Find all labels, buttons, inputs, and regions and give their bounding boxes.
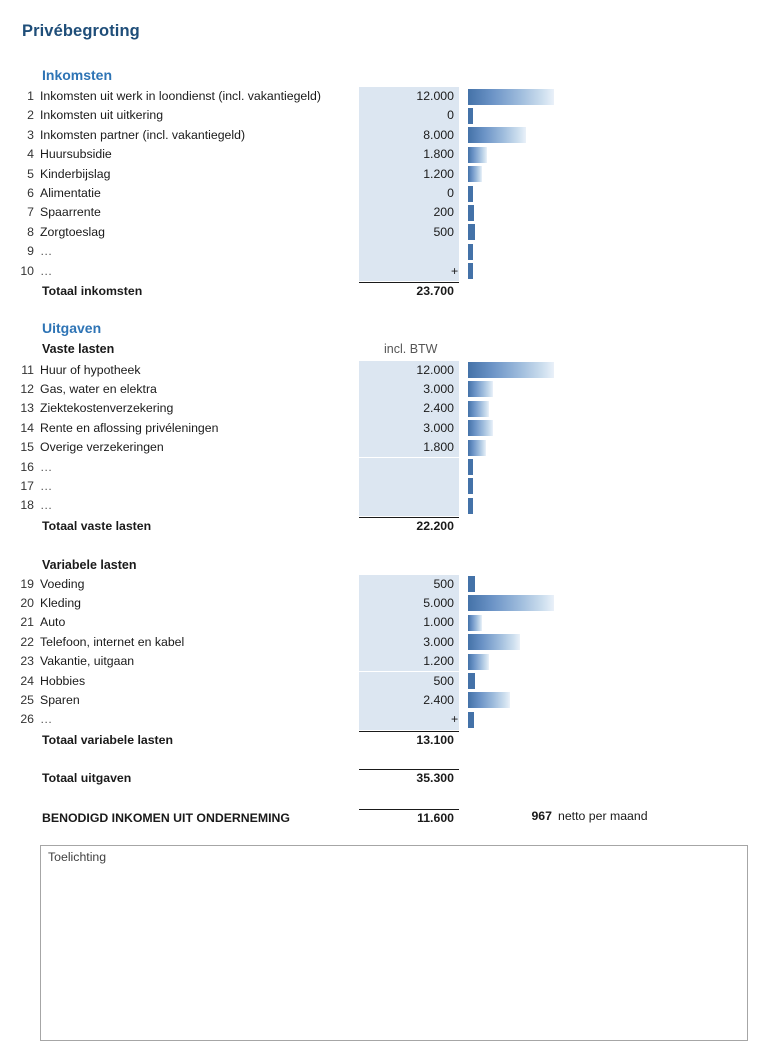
row-number: 9 [27, 244, 34, 259]
row-label: Spaarrente [40, 205, 101, 220]
row-number: 8 [27, 224, 34, 239]
row-number: 16 [20, 459, 34, 474]
amount-cell[interactable] [359, 145, 459, 164]
row-label: Huursubsidie [40, 147, 112, 162]
row-label: Voeding [40, 576, 85, 591]
amount-value: 5.000 [423, 595, 454, 610]
row-label: Gas, water en elektra [40, 381, 157, 396]
data-bar [468, 147, 487, 163]
row-number: 12 [20, 381, 34, 396]
amount-value: 1.200 [423, 166, 454, 181]
total-value: 23.700 [416, 283, 454, 298]
total-label: Totaal inkomsten [42, 283, 143, 298]
notes-box[interactable] [40, 845, 748, 1041]
amount-cell[interactable] [359, 184, 459, 203]
amount-cell[interactable] [359, 223, 459, 242]
row-label: … [40, 459, 53, 474]
row-label: Kleding [40, 595, 82, 610]
section-heading-expenses: Uitgaven [42, 320, 102, 336]
data-bar [468, 634, 520, 650]
row-number: 5 [27, 166, 34, 181]
data-bar [468, 595, 554, 611]
table-row [0, 575, 768, 594]
amount-cell[interactable] [359, 613, 459, 632]
total-row-fixed-costs [0, 517, 768, 536]
table-row [0, 613, 768, 632]
total-row-expenses [0, 769, 768, 788]
amount-value: 1.800 [423, 440, 454, 455]
row-number: 19 [20, 576, 34, 591]
total-label: Totaal variabele lasten [42, 732, 173, 747]
amount-value: 12.000 [416, 89, 454, 103]
table-row [0, 594, 768, 613]
data-bar [468, 186, 473, 202]
amount-cell[interactable] [359, 399, 459, 418]
row-number: 21 [20, 615, 34, 630]
row-label: Inkomsten uit uitkering [40, 108, 164, 123]
table-row [0, 477, 768, 496]
table-row [0, 496, 768, 515]
amount-value: 3.000 [423, 420, 454, 435]
data-bar [468, 712, 474, 728]
row-label: Sparen [40, 692, 80, 707]
data-bar [468, 654, 489, 670]
result-label: BENODIGD INKOMEN UIT ONDERNEMING [42, 811, 290, 825]
data-bar [468, 362, 554, 378]
row-label: Huur of hypotheek [40, 362, 141, 377]
table-row [0, 242, 768, 261]
amount-value: 500 [433, 576, 454, 591]
table-row [0, 672, 768, 691]
data-bar [468, 615, 482, 631]
total-value: 13.100 [416, 732, 454, 747]
table-row [0, 710, 768, 729]
data-bar [468, 205, 474, 221]
table-row [0, 106, 768, 125]
data-bar [468, 244, 473, 260]
amount-value: 1.000 [423, 615, 454, 630]
amount-cell[interactable] [359, 419, 459, 438]
amount-cell[interactable] [359, 126, 459, 145]
row-label: … [40, 498, 53, 513]
row-number: 17 [20, 478, 34, 493]
plus-sign: + [451, 263, 459, 278]
data-bar [468, 89, 554, 105]
data-bar [468, 224, 475, 240]
row-number: 10 [20, 263, 34, 278]
amount-value: 3.000 [423, 634, 454, 649]
data-bar [468, 478, 473, 494]
data-bar [468, 576, 475, 592]
table-row [0, 652, 768, 671]
monthly-value: 967 [531, 809, 552, 823]
amount-cell[interactable] [359, 496, 459, 515]
amount-value: 500 [433, 224, 454, 239]
table-row [0, 419, 768, 438]
amount-value: 1.200 [423, 654, 454, 669]
row-label: … [40, 712, 53, 727]
table-row [0, 262, 768, 281]
row-number: 25 [20, 692, 34, 707]
total-label: Totaal vaste lasten [42, 518, 152, 533]
data-bar [468, 420, 493, 436]
amount-value: 200 [433, 205, 454, 220]
row-number: 13 [20, 401, 34, 416]
row-label: … [40, 263, 53, 278]
amount-cell[interactable] [359, 87, 459, 106]
amount-cell[interactable] [359, 242, 459, 261]
row-number: 14 [20, 420, 34, 435]
data-bar [468, 459, 473, 475]
table-row [0, 126, 768, 145]
result-value: 11.600 [417, 811, 454, 825]
table-row [0, 203, 768, 222]
column-note-incl-btw: incl. BTW [384, 342, 438, 356]
row-label: Telefoon, internet en kabel [40, 634, 185, 649]
amount-value: 3.000 [423, 381, 454, 396]
row-number: 2 [27, 108, 34, 123]
amount-cell[interactable] [359, 575, 459, 594]
row-number: 23 [20, 654, 34, 669]
amount-cell[interactable] [359, 652, 459, 671]
row-number: 22 [20, 634, 34, 649]
row-number: 1 [27, 89, 34, 103]
data-bar [468, 440, 486, 456]
row-number: 11 [21, 362, 34, 377]
table-row [0, 399, 768, 418]
monthly-label: netto per maand [558, 809, 648, 823]
table-row [0, 633, 768, 652]
table-row [0, 691, 768, 710]
data-bar [468, 108, 473, 124]
section-heading-income: Inkomsten [42, 67, 113, 83]
table-row [0, 165, 768, 184]
amount-cell[interactable] [359, 165, 459, 184]
amount-cell[interactable] [359, 203, 459, 222]
data-bar [468, 673, 475, 689]
amount-cell[interactable] [359, 106, 459, 125]
data-bar [468, 692, 510, 708]
data-bar [468, 127, 526, 143]
row-number: 15 [20, 440, 34, 455]
row-label: Rente en aflossing privéleningen [40, 420, 219, 435]
table-row [0, 458, 768, 477]
row-label: Zorgtoeslag [40, 224, 105, 239]
row-number: 24 [20, 673, 34, 688]
amount-cell[interactable] [359, 672, 459, 691]
row-number: 3 [27, 127, 34, 142]
row-number: 26 [20, 712, 34, 727]
row-label: Overige verzekeringen [40, 440, 164, 455]
data-bar [468, 263, 473, 279]
row-label: Auto [40, 615, 66, 630]
amount-cell[interactable] [359, 438, 459, 457]
row-label: Ziektekostenverzekering [40, 401, 174, 416]
amount-cell[interactable] [359, 361, 459, 380]
total-value: 35.300 [416, 771, 454, 785]
row-label: Inkomsten partner (incl. vakantiegeld) [40, 127, 246, 142]
amount-value: 2.400 [423, 401, 454, 416]
table-row [0, 145, 768, 164]
amount-value: 0 [447, 108, 454, 123]
total-row-income [0, 282, 768, 301]
amount-value: 2.400 [423, 692, 454, 707]
row-number: 18 [20, 498, 34, 513]
amount-cell[interactable] [359, 710, 459, 729]
amount-cell[interactable] [359, 380, 459, 399]
table-row [0, 438, 768, 457]
table-row [0, 361, 768, 380]
row-label: Hobbies [40, 673, 86, 688]
total-row-variable-costs [0, 731, 768, 750]
result-row [0, 809, 768, 828]
amount-cell[interactable] [359, 262, 459, 281]
table-row [0, 380, 768, 399]
row-number: 6 [27, 186, 34, 200]
row-label: Alimentatie [40, 186, 101, 200]
table-row [0, 223, 768, 242]
row-label: … [40, 478, 53, 493]
row-number: 4 [27, 147, 34, 162]
row-label: Vakantie, uitgaan [40, 654, 135, 669]
total-value: 22.200 [416, 518, 454, 533]
notes-placeholder: Toelichting [48, 850, 107, 864]
page-title: Privébegroting [22, 22, 140, 40]
data-bar [468, 401, 489, 417]
data-bar [468, 166, 482, 182]
row-number: 7 [27, 205, 34, 220]
data-bar [468, 381, 493, 397]
amount-cell[interactable] [359, 691, 459, 710]
amount-value: 8.000 [423, 127, 454, 142]
row-label: Kinderbijslag [40, 166, 111, 181]
subheading-variable-costs: Variabele lasten [42, 558, 137, 572]
row-label: … [40, 244, 53, 259]
amount-value: 12.000 [416, 362, 454, 377]
amount-cell[interactable] [359, 594, 459, 613]
data-bar [468, 498, 473, 514]
amount-value: 500 [433, 673, 454, 688]
amount-value: 0 [447, 186, 454, 200]
amount-cell[interactable] [359, 458, 459, 477]
row-number: 20 [20, 595, 34, 610]
subheading-fixed-costs: Vaste lasten [42, 342, 115, 356]
row-label: Inkomsten uit werk in loondienst (incl. vakantiegeld) [40, 89, 321, 103]
amount-cell[interactable] [359, 633, 459, 652]
table-row [0, 87, 768, 106]
amount-cell[interactable] [359, 477, 459, 496]
amount-value: 1.800 [423, 147, 454, 162]
total-label: Totaal uitgaven [42, 771, 132, 785]
plus-sign: + [451, 712, 459, 727]
table-row [0, 184, 768, 203]
